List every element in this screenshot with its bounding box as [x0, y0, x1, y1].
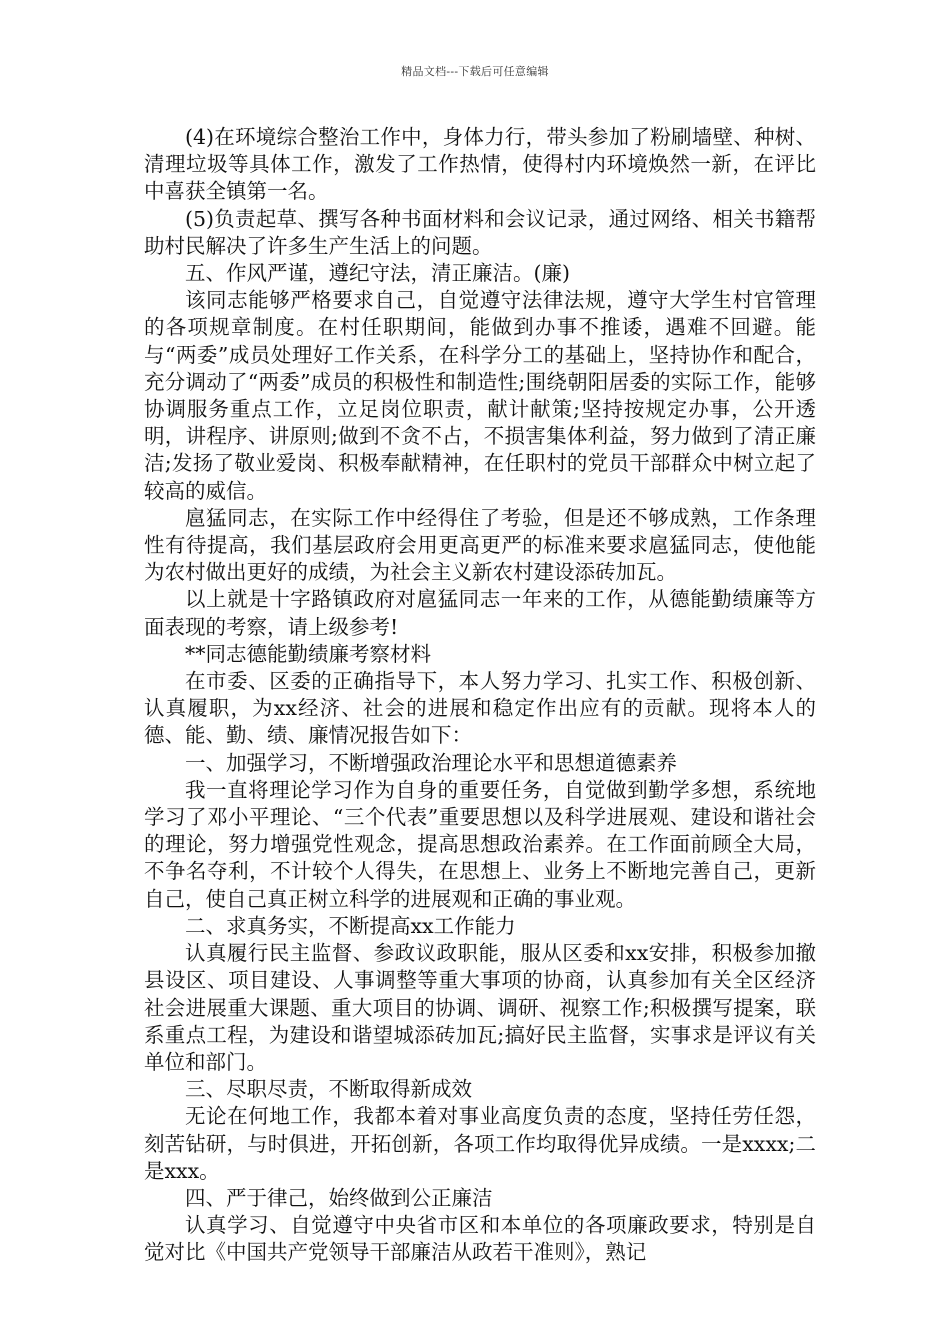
- paragraph: 认真学习、自觉遵守中央省市区和本单位的各项廉政要求，特别是自觉对比《中国共产党领导干部廉洁从政若干准则》，熟记: [144, 1213, 816, 1265]
- document-title: **同志德能勤绩廉考察材料: [185, 641, 431, 666]
- paragraph: 以上就是十字路镇政府对扈猛同志一年来的工作，从德能勤绩廉等方面表现的考察，请上级参考!: [144, 587, 816, 639]
- paragraph: 我一直将理论学习作为自身的重要任务，自觉做到勤学多想，系统地学习了邓小平理论、“三个代表”重要思想以及科学进展观、建设和谐社会的理论，努力增强党性观念，提高思想政治素养。在工作面前顾全大局，不争名夺利，不计较个人得失，在思想上、业务上不断地完善自己，更新自己，使自己真正树立科学的进展观和正确的事业观。: [144, 777, 816, 911]
- section-heading-5: 五、作风严谨，遵纪守法，清正廉洁。(廉): [185, 261, 570, 286]
- paragraph-item-4: (4)在环境综合整治工作中，身体力行，带头参加了粉刷墙壁、种树、清理垃圾等具体工作，激发了工作热情，使得村内环境焕然一新，在评比中喜获全镇第一名。: [144, 125, 816, 204]
- paragraph: 无论在何地工作，我都本着对事业高度负责的态度，坚持任劳任怨，刻苦钻研，与时俱进，开拓创新，各项工作均取得优异成绩。一是xxxx;二是xxx。: [144, 1104, 816, 1183]
- paragraph-item-5: (5)负责起草、撰写各种书面材料和会议记录，通过网络、相关书籍帮助村民解决了许多生产生活上的问题。: [144, 206, 816, 258]
- section-heading-2: 二、求真务实，不断提高xx工作能力: [185, 913, 516, 938]
- paragraph: 在市委、区委的正确指导下，本人努力学习、扎实工作、积极创新、认真履职，为xx经济、社会的进展和稳定作出应有的贡献。现将本人的德、能、勤、绩、廉情况报告如下：: [144, 669, 816, 748]
- section-heading-4: 四、严于律己，始终做到公正廉洁: [185, 1185, 493, 1210]
- section-heading-3: 三、尽职尽责，不断取得新成效: [185, 1077, 472, 1102]
- section-heading-1: 一、加强学习，不断增强政治理论水平和思想道德素养: [185, 750, 677, 775]
- page-header: 精品文档---下载后可任意编辑: [401, 65, 549, 78]
- paragraph: 扈猛同志，在实际工作中经得住了考验，但是还不够成熟，工作条理性有待提高，我们基层政府会用更高更严的标准来要求扈猛同志，使他能为农村做出更好的成绩，为社会主义新农村建设添砖加瓦。: [144, 505, 816, 585]
- document-body: [144, 124, 816, 1267]
- paragraph: 认真履行民主监督、参政议政职能，服从区委和xx安排，积极参加撤县设区、项目建设、人事调整等重大事项的协商，认真参加有关全区经济社会进展重大课题、重大项目的协调、调研、视察工作;积极撰写提案，联系重点工程，为建设和谐望城添砖加瓦;搞好民主监督，实事求是评议有关单位和部门。: [144, 941, 816, 1074]
- paragraph: 该同志能够严格要求自己，自觉遵守法律法规，遵守大学生村官管理的各项规章制度。在村任职期间，能做到办事不推诿，遇难不回避。能与“两委”成员处理好工作关系，在科学分工的基础上，坚持协作和配合，充分调动了“两委”成员的积极性和制造性;围绕朝阳居委的实际工作，能够协调服务重点工作，立足岗位职责，献计献策;坚持按规定办事，公开透明，讲程序、讲原则;做到不贪不占，不损害集体利益，努力做到了清正廉洁;发扬了敬业爱岗、积极奉献精神，在任职村的党员干部群众中树立起了较高的威信。: [144, 288, 816, 503]
